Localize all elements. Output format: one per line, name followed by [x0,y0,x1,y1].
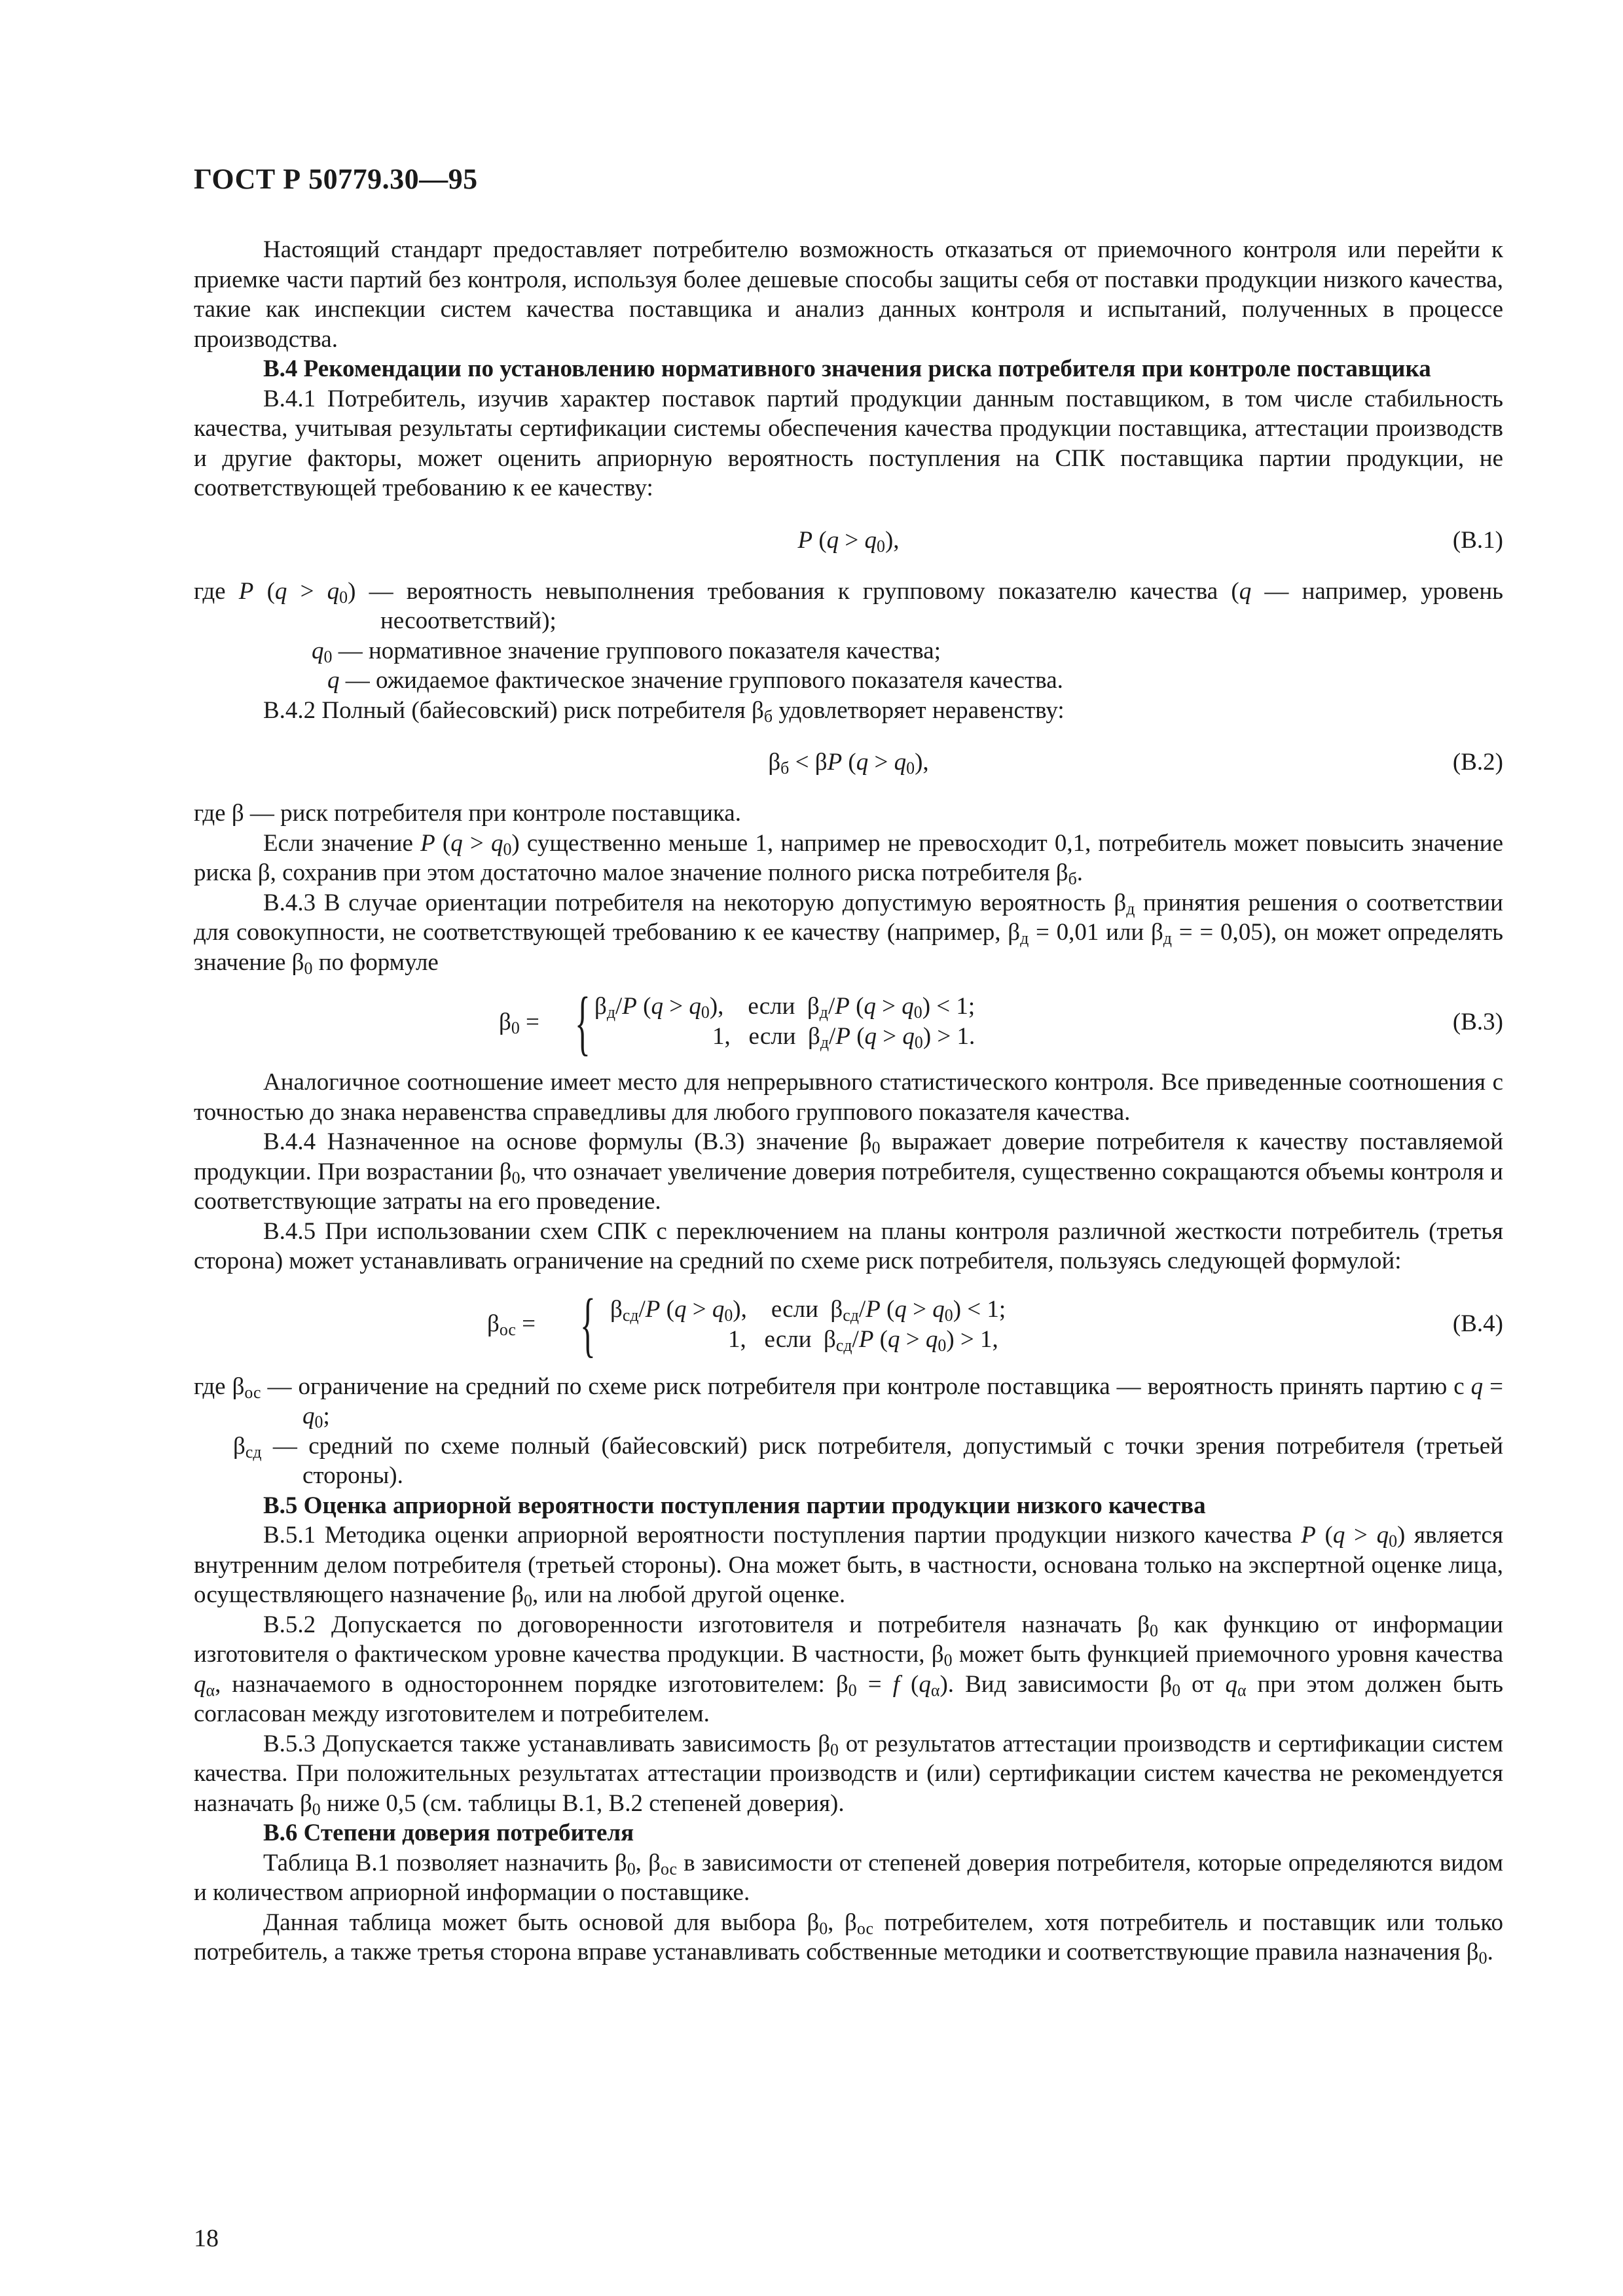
formula-b3-case-2: 1, если $\beta_д/P$ $(q > q_0) > 1$. [712,1023,976,1052]
clause-b42: В.4.2 Полный (байесовский) риск потребителя $\beta_б$ удовлетворяет неравенству: [263,696,1065,726]
clause-b51: В.5.1 Методика оценки априорной вероятности поступления партии продукции низкого качества P $(q > q_0)$ является внутренним делом потребителя (третьей стороны). Она может быть, в частности, основана только на экспертной оценке лица, осуществляющего назначение $\beta_0$, или на любой другой оценке. [194,1522,1503,1610]
clause-b45: В.4.5 При использовании схем СПК с переключением на планы контроля различной жесткости потребитель (третья сторона) может устанавливать ограничение на средний по схеме риск потребителя, пользуясь следующей формулой: [194,1217,1503,1274]
clause-b52: В.5.2 Допускается по договоренности изготовителя и потребителя назначать $\beta_0$ как функцию от информации изготовителя о фактическом уровне качества продукции. В частности, $\beta_0$ может быть функцией приемочного уровня качества $q_\alpha$, назначаемого в одностороннем порядке изготовителем: $\beta_0 = f$ $(q_\alpha)$. Вид зависимости $\beta_0$ от $q_\alpha$ при этом должен быть согласован между изготовителем и потребителем. [194,1611,1504,1727]
where-b4-bsd: $\beta_{сд}$ — средний по схеме полный (байесовский) риск потребителя, допустимый с точки зрения потребителя (третьей стороны). [233,1432,1503,1489]
clause-b6-p1: Таблица В.1 позволяет назначить $\beta_0$, $\beta_{ос}$ в зависимости от степеней доверия потребителя, которые определяются видом и количеством априорной информации о поставщике. [194,1849,1503,1906]
formula-b1-number: (В.1) [1452,526,1503,554]
where-b1-q0: $q_0$ — нормативное значение группового показателя качества; [312,637,941,666]
formula-b1-expression: P $(q > q_0)$, [797,526,900,556]
section-b5-heading: В.5 Оценка априорной вероятности поступления партии продукции низкого качества [263,1492,1206,1519]
clause-b41: В.4.1 Потребитель, изучив характер поставок партий продукции данным поставщиком, в том числе стабильность качества, учитывая результаты сертификации системы обеспечения качества продукции поставщика, аттестации производств и другие факторы, может оценить априорную вероятность поступления на СПК поставщика партии продукции, не соответствующей требованию к ее качеству: [194,385,1503,501]
page-number: 18 [194,2225,219,2252]
formula-b4-case-2: 1, если $\beta_{сд}/P$ $(q > q_0) > 1$, [728,1325,998,1355]
formula-b4 [194,1276,1503,1372]
clause-b6-p2: Данная таблица может быть основой для выбора $\beta_0$, $\beta_{ос}$ потребителем, хотя потребитель и поставщик или только потребитель, а также третья сторона вправе устанавливать собственные методики и соответствующие правила назначения $\beta_0$. [194,1909,1504,1967]
formula-b2 [194,725,1503,798]
formula-b4-lhs: $\beta_{ос}$ = [487,1310,536,1339]
section-b6-heading: В.6 Степени доверия потребителя [263,1820,634,1846]
where-b2: где β — риск потребителя при контроле поставщика. [194,800,741,827]
formula-b2-expression: $\beta_б < \beta P$ $(q > q_0)$, [768,749,929,778]
formula-b3-brace: { [575,982,591,1062]
formula-b3-case-1: $\beta_д/P$ $(q > q_0)$, если $\beta_д/P$ $(q > q_0) < 1$; [594,993,976,1022]
formula-b3-lhs: $\beta_0$ = [499,1009,539,1037]
section-b4-heading: В.4 Рекомендации по установлению нормативного значения риска потребителя при контроле поставщика [263,355,1431,382]
where-b1-p: где P $(q > q_0)$ — вероятность невыполнения требования к групповому показателю качества (q — например, уровень несоответствий); [194,577,1504,634]
clause-b43: В.4.3 В случае ориентации потребителя на некоторую допустимую вероятность $\beta_д$ принятия решения о соответствии для совокупности, не соответствующей требованию к ее качеству (например, $\beta_д = 0,01$ или $\beta_д$ = = 0,05), он может определять значение $\beta_0$ по формуле [194,889,1504,978]
formula-b4-number: (В.4) [1452,1310,1503,1337]
clause-b43-note: Аналогичное соотношение имеет место для непрерывного статистического контроля. Все приведенные соотношения с точностью до знака неравенства справедливы для любого группового показателя качества. [194,1069,1503,1126]
clause-b53: В.5.3 Допускается также устанавливать зависимость $\beta_0$ от результатов аттестации производств и сертификации систем качества. При положительных результатах аттестации производств и (или) сертификации систем качества не рекомендуется назначать $\beta_0$ ниже 0,5 (см. таблицы В.1, В.2 степеней доверия). [194,1730,1504,1819]
where-b4-boc: где $\beta_{ос}$ — ограничение на средний по схеме риск потребителя при контроле поставщика — вероятность принять партию с $q = q_0$; [194,1372,1504,1431]
clause-b44: В.4.4 Назначенное на основе формулы (В.3) значение $\beta_0$ выражает доверие потребителя к качеству поставляемой продукции. При возрастании $\beta_0$, что означает увеличение доверия потребителя, существенно сокращаются объемы контроля и соответствующие затраты на его проведение. [194,1128,1503,1215]
intro-paragraph: Настоящий стандарт предоставляет потребителю возможность отказаться от приемочного контроля или перейти к приемке части партий без контроля, используя более дешевые способы защиты себя от поставки продукции низкого качества, такие как инспекции систем качества поставщика и анализ данных контроля и испытаний, полученных в процессе производства. [194,236,1503,353]
document-page [194,162,1503,2283]
formula-b4-brace: { [580,1283,596,1364]
formula-b3-number: (В.3) [1452,1009,1503,1035]
formula-b4-case-1: $\beta_{сд}/P$ $(q > q_0)$, если $\beta_{сд}/P$ $(q > q_0) < 1$; [610,1295,1006,1325]
formula-b1 [194,503,1503,577]
formula-b3 [194,977,1503,1067]
clause-b42-note: Если значение P $(q > q_0)$ существенно меньше 1, например не превосходит 0,1, потребитель может повысить значение риска β, сохранив при этом достаточно малое значение полного риска потребителя $\beta_б$. [194,829,1503,888]
standard-header: ГОСТ Р 50779.30—95 [194,163,478,195]
where-b1-q: q — ожидаемое фактическое значение группового показателя качества. [327,667,1063,694]
formula-b2-number: (В.2) [1452,749,1503,776]
